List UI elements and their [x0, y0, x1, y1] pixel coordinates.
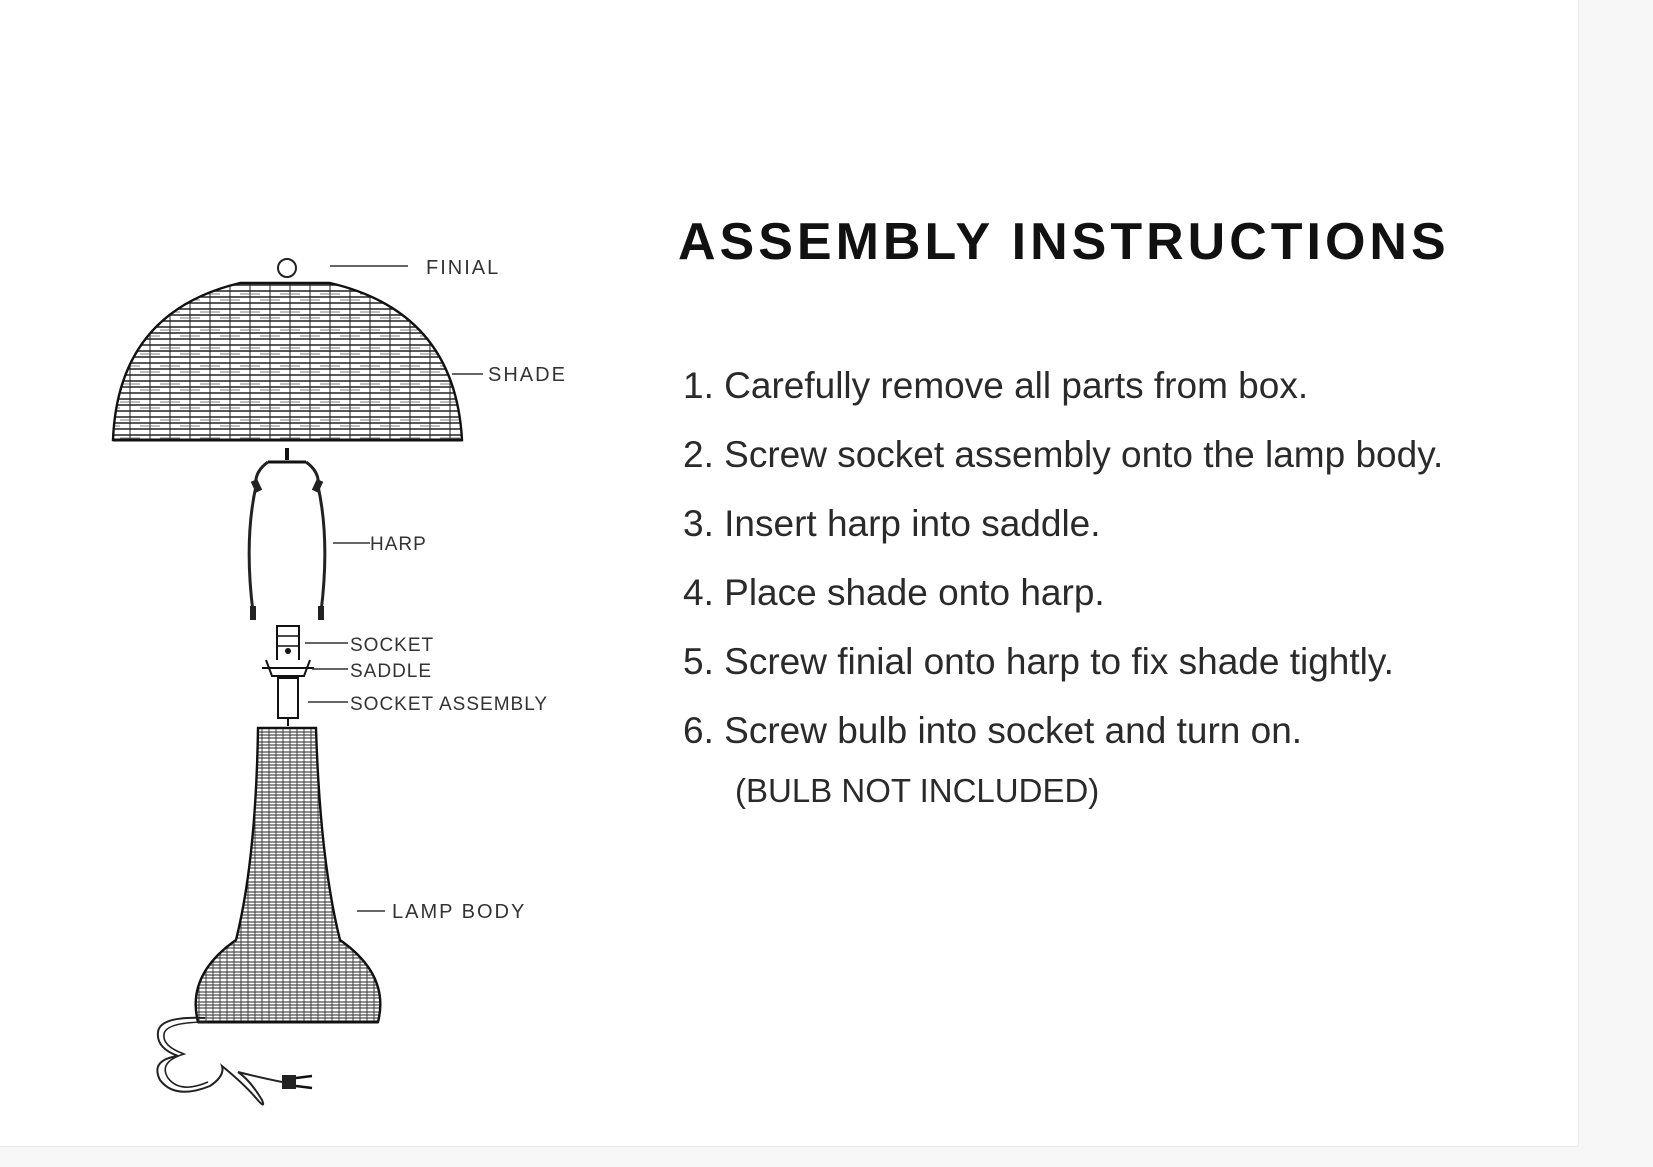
step-text: Screw finial onto harp to fix shade tightly.	[724, 641, 1394, 682]
shade-part	[113, 283, 483, 440]
lamp-body-part	[196, 728, 385, 1022]
step-number: 5.	[683, 641, 714, 682]
step-text: Screw socket assembly onto the lamp body.	[724, 434, 1444, 475]
step-number: 4.	[683, 572, 714, 613]
instruction-step	[683, 707, 1443, 776]
step-number: 1.	[683, 365, 714, 406]
socket-part	[277, 626, 348, 662]
page-margin-right	[1579, 0, 1653, 1167]
saddle-part	[262, 660, 348, 676]
label-saddle: SADDLE	[350, 661, 433, 682]
label-socket: SOCKET	[350, 635, 435, 656]
finial-part	[278, 259, 408, 277]
label-shade: SHADE	[488, 364, 567, 386]
power-cord-part	[157, 1018, 312, 1105]
step-number: 2.	[683, 434, 714, 475]
step-text: Insert harp into saddle.	[724, 503, 1101, 544]
instruction-step	[683, 638, 1443, 707]
label-harp: HARP	[370, 534, 427, 555]
step-number: 6.	[683, 710, 714, 751]
label-socket-assembly: SOCKET ASSEMBLY	[350, 694, 549, 715]
instruction-step	[683, 362, 1443, 431]
label-lamp-body: LAMP BODY	[392, 901, 527, 923]
instruction-step	[683, 569, 1443, 638]
step-text: Screw bulb into socket and turn on.	[724, 710, 1303, 751]
socket-assembly-part	[278, 678, 348, 726]
page-title: ASSEMBLY INSTRUCTIONS	[678, 213, 1450, 271]
label-finial: FINIAL	[426, 257, 501, 279]
step-text: Place shade onto harp.	[724, 572, 1105, 613]
step-text: Carefully remove all parts from box.	[724, 365, 1309, 406]
page-margin-bottom	[0, 1147, 1579, 1167]
bulb-note: (BULB NOT INCLUDED)	[735, 772, 1100, 809]
instruction-step	[683, 500, 1443, 569]
step-number: 3.	[683, 503, 714, 544]
lamp-exploded-diagram	[0, 0, 620, 1146]
instruction-step	[683, 431, 1443, 500]
harp-part	[249, 448, 370, 620]
instruction-list	[683, 362, 1443, 776]
